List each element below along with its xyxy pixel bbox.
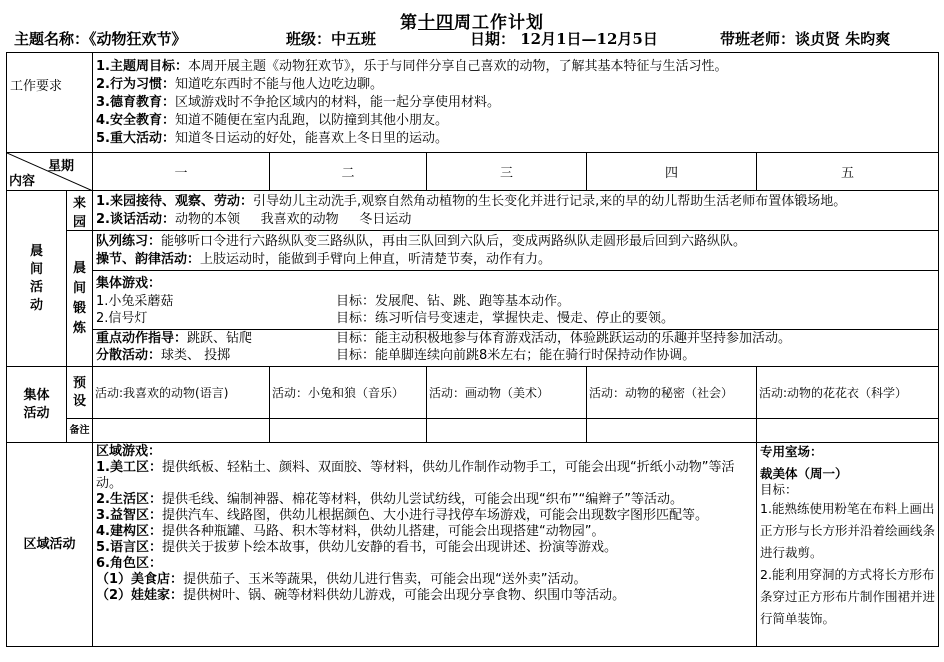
arrival-1-text: 引导幼儿主动洗手,观察自然角动植物的生长变化并进行记录,来的早的幼儿帮助生活老师布置体锻场地。 bbox=[253, 193, 847, 209]
role-1-text: 提供茄子、玉米等蔬果，供幼儿进行售卖，可能会出现“送外卖”活动。 bbox=[183, 572, 587, 587]
group-action bbox=[96, 347, 935, 364]
morning-label: 晨间活动 bbox=[7, 191, 67, 367]
note-1 bbox=[93, 419, 270, 443]
exercise-row bbox=[7, 231, 939, 271]
focus-goal: 目标：能主动积极地参与体育游戏活动，体验跳跃运动的乐趣并坚持参加活动。 bbox=[336, 330, 792, 346]
corner-content-label: 内容 bbox=[9, 174, 36, 189]
day-3: 三 bbox=[427, 153, 587, 191]
theme-name: 主题名称：《动物狂欢节》 bbox=[14, 30, 187, 48]
exercise-label: 晨间锻炼 bbox=[67, 231, 93, 367]
queue-text: 能够听口令进行六路纵队变三路纵队，再由三队回到六队后，变成两路纵队走圆形最后回到六路纵队。 bbox=[161, 233, 747, 249]
area-4-text: 提供各种瓶罐、马路、积木等材料，供幼儿搭建，可能会出现搭建“动物园”。 bbox=[162, 524, 605, 539]
req-3-head: 3.德育教育： bbox=[96, 94, 175, 110]
games-head: 集体游戏： bbox=[96, 275, 162, 291]
weekday-row bbox=[7, 153, 939, 191]
game-1-name: 1.小兔采蘑菇 bbox=[96, 293, 174, 309]
area-games-head: 区域游戏： bbox=[96, 444, 162, 459]
req-1-text: 本周开展主题《动物狂欢节》，乐于与同伴分享自己喜欢的动物，了解其基本特征与生活习性。 bbox=[188, 58, 728, 74]
preset-label: 预设 bbox=[67, 367, 93, 419]
activity-1: 活动:我喜欢的动物(语言) bbox=[93, 367, 270, 419]
collective-label: 集体活动 bbox=[7, 367, 67, 443]
area-1-text: 提供纸板、轻粘土、颜料、双面胶、等材料，供幼儿作制作动物手工，可能会出现“折纸小动物”等活动。 bbox=[96, 460, 735, 491]
special-goal-1: 1.能熟练使用粉笔在布料上画出正方形与长方形并沿着绘画线条进行裁剪。 bbox=[760, 501, 936, 560]
queue-head: 队列练习： bbox=[96, 233, 162, 249]
day-4: 四 bbox=[587, 153, 757, 191]
teachers: 带班老师：谈贞贤 朱昀爽 bbox=[720, 30, 891, 48]
role-1-head: （1）美食店： bbox=[96, 572, 184, 587]
game-2-goal: 目标：练习听信号变速走，掌握快走、慢走、停止的要领。 bbox=[336, 310, 675, 326]
area-label: 区域活动 bbox=[7, 443, 93, 647]
focus-text: 跳跃、钻爬 bbox=[187, 330, 253, 346]
requirements-label: 工作要求 bbox=[7, 53, 93, 153]
activity-4: 活动：动物的秘密（社会） bbox=[587, 367, 757, 419]
games-content bbox=[93, 271, 939, 367]
day-1: 一 bbox=[93, 153, 270, 191]
area-4-head: 4.建构区： bbox=[96, 524, 162, 539]
games-row bbox=[7, 271, 939, 367]
game-2 bbox=[96, 310, 935, 327]
collective-row bbox=[7, 367, 939, 419]
corner-weekday-label: 星期 bbox=[48, 159, 75, 174]
note-row bbox=[7, 419, 939, 443]
req-2-head: 2.行为习惯： bbox=[96, 76, 175, 92]
arrival-1-head: 1.来园接待、观察、劳动： bbox=[96, 193, 253, 209]
special-room-content bbox=[757, 443, 939, 647]
note-label: 备注 bbox=[67, 419, 93, 443]
special-room: 裁美体（周一） bbox=[760, 466, 848, 481]
activity-5: 活动:动物的花花衣（科学） bbox=[757, 367, 939, 419]
note-5 bbox=[757, 419, 939, 443]
arrival-content bbox=[93, 191, 939, 231]
day-5: 五 bbox=[757, 153, 939, 191]
rhythm-head: 操节、韵律活动： bbox=[96, 251, 201, 267]
requirements-row bbox=[7, 53, 939, 153]
special-goal-2: 2.能利用穿洞的方式将长方形布条穿过正方形布片制作围裙并进行简单装饰。 bbox=[760, 567, 936, 626]
requirements-content bbox=[93, 53, 939, 153]
game-1 bbox=[96, 293, 935, 310]
title-week: 十四 bbox=[418, 13, 454, 33]
group-goal: 目标：能单脚连续向前跳8米左右；能在骑行时保持动作协调。 bbox=[336, 347, 696, 363]
req-4-text: 知道不随便在室内乱跑，以防撞到其他小朋友。 bbox=[175, 112, 449, 128]
req-5-text: 知道冬日运动的好处，能喜欢上冬日里的运动。 bbox=[175, 130, 449, 146]
game-1-goal: 目标：发展爬、钻、跳、跑等基本动作。 bbox=[336, 293, 571, 309]
req-5-head: 5.重大活动： bbox=[96, 130, 175, 146]
focus-action bbox=[96, 330, 935, 347]
arrival-label: 来园 bbox=[67, 191, 93, 231]
date-range: 日期： 12月1日—12月5日 bbox=[470, 30, 658, 48]
arrival-2-head: 2.谈话活动： bbox=[96, 211, 175, 227]
group-text: 球类、 投掷 bbox=[161, 347, 231, 363]
area-3-head: 3.益智区： bbox=[96, 508, 162, 523]
role-head: 6.角色区： bbox=[96, 556, 162, 571]
group-head: 分散活动： bbox=[96, 347, 162, 363]
area-row bbox=[7, 443, 939, 647]
req-2-text: 知道吃东西时不能与他人边吃边聊。 bbox=[175, 76, 384, 92]
area-content bbox=[93, 443, 757, 647]
note-3 bbox=[427, 419, 587, 443]
activity-2: 活动：小兔和狼（音乐） bbox=[270, 367, 427, 419]
title-prefix: 第 bbox=[400, 13, 418, 33]
area-3-text: 提供汽车、线路图，供幼儿根据颜色、大小进行寻找停车场游戏，可能会出现数字图形匹配等。 bbox=[162, 508, 709, 523]
area-2-head: 2.生活区： bbox=[96, 492, 162, 507]
arrival-2-text: 动物的本领 我喜欢的动物 冬日运动 bbox=[175, 211, 412, 227]
special-head: 专用室场： bbox=[760, 444, 823, 459]
role-2-text: 提供树叶、锅、碗等材料供幼儿游戏，可能会出现分享食物、织围巾等活动。 bbox=[183, 588, 626, 603]
activity-3: 活动：画动物（美术） bbox=[427, 367, 587, 419]
game-2-name: 2.信号灯 bbox=[96, 310, 148, 326]
req-3-text: 区域游戏时不争抢区域内的材料，能一起分享使用材料。 bbox=[175, 94, 501, 110]
arrival-row bbox=[7, 191, 939, 231]
area-1-head: 1.美工区： bbox=[96, 460, 162, 475]
note-2 bbox=[270, 419, 427, 443]
exercise-content bbox=[93, 231, 939, 271]
class-name: 班级：中五班 bbox=[286, 30, 377, 48]
req-4-head: 4.安全教育： bbox=[96, 112, 175, 128]
plan-header bbox=[14, 28, 934, 50]
area-5-head: 5.语言区： bbox=[96, 540, 162, 555]
special-goal-label: 目标： bbox=[760, 482, 798, 497]
focus-head: 重点动作指导： bbox=[96, 330, 188, 346]
area-5-text: 提供关于拔萝卜绘本故事，供幼儿安静的看书，可能会出现讲述、扮演等游戏。 bbox=[162, 540, 618, 555]
area-2-text: 提供毛线、编制神器、棉花等材料，供幼儿尝试纺线，可能会出现“织布”“编辫子”等活动。 bbox=[162, 492, 683, 507]
title-suffix: 周工作计划 bbox=[454, 13, 544, 33]
req-1-head: 1.主题周目标： bbox=[96, 58, 188, 74]
role-2-head: （2）娃娃家： bbox=[96, 588, 184, 603]
weekly-plan-table bbox=[6, 52, 939, 647]
rhythm-text: 上肢运动时，能做到手臂向上伸直，听清楚节奏，动作有力。 bbox=[200, 251, 552, 267]
day-2: 二 bbox=[270, 153, 427, 191]
note-4 bbox=[587, 419, 757, 443]
weekday-corner bbox=[7, 153, 93, 191]
